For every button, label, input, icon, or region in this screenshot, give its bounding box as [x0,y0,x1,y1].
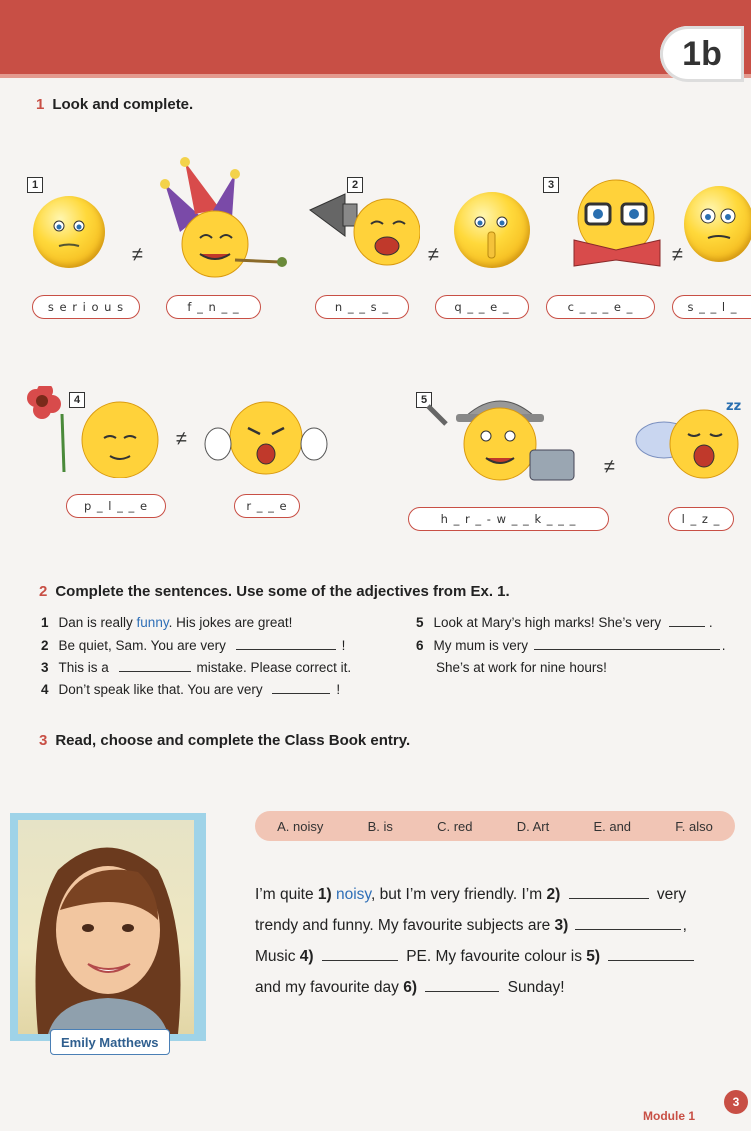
sentence-number: 1 [41,615,49,630]
ex3-title: Read, choose and complete the Class Book entry. [55,732,411,749]
reading-face-icon [568,176,666,268]
ex1-title: Look and complete. [52,96,194,113]
answer-blank[interactable] [569,898,649,899]
sentence-4 [41,682,340,697]
class-book-line-3 [255,941,735,972]
header-divider [0,74,751,78]
sentence-number: 3 [41,660,49,675]
ex1-number: 1 [36,96,45,113]
entry-text: I’m quite [255,886,318,903]
gap-number: 2) [546,886,561,903]
sentence-6 [416,638,726,653]
not-equal-icon: ≠ [428,244,439,266]
answer-blank[interactable] [575,929,681,930]
option-a[interactable]: A. noisy [277,818,324,834]
sentence-text: mistake. Please correct it. [196,660,352,675]
word-pill-quiet[interactable]: q _ _ e _ [435,295,529,319]
word-pill-rude[interactable]: r _ _ e [234,494,300,518]
picture-box-2: 2 [347,177,363,193]
word-pill-serious[interactable]: s e r i o u s [32,295,140,319]
sentence-text: ! [336,682,341,697]
sentence-number: 5 [416,615,424,630]
sentence-text: . [708,615,713,630]
picture-box-4: 4 [69,392,85,408]
rude-face-icon [204,398,328,478]
entry-text: very [656,886,687,903]
answer-blank[interactable] [272,693,330,694]
sentence-number: 6 [416,638,424,653]
word-pill-silly[interactable]: s _ _ l _ [672,295,751,319]
option-b[interactable]: B. is [367,818,393,834]
ex1-heading [36,96,193,113]
word-pill-funny[interactable]: f _ n _ _ [166,295,261,319]
sentence-1 [41,615,292,630]
sentence-2 [41,638,345,653]
sentence-text: . His jokes are great! [168,615,293,630]
answer-blank[interactable] [322,960,398,961]
example-answer: funny [136,615,169,630]
option-c[interactable]: C. red [437,818,473,834]
ex3-number: 3 [39,732,48,749]
sentence-text: Be quiet, Sam. You are very [58,638,226,653]
picture-box-3: 3 [543,177,559,193]
entry-text: trendy and funny. My favourite subjects are [255,917,555,934]
option-f[interactable]: F. also [675,818,713,834]
student-photo [18,820,194,1034]
gap-number: 1) [317,886,332,903]
answer-blank[interactable] [534,649,720,650]
not-equal-icon: ≠ [604,456,615,478]
entry-text: Sunday! [507,979,565,996]
sentence-3 [41,660,351,675]
word-pill-lazy[interactable]: l _ z _ [668,507,734,531]
class-book-line-4 [255,972,735,1003]
sentence-text: This is a [58,660,109,675]
answer-blank[interactable] [608,960,694,961]
sentence-number: 2 [41,638,49,653]
sentence-number: 4 [41,682,49,697]
quiet-face-icon [454,192,530,268]
not-equal-icon: ≠ [176,428,187,450]
gap-number: 4) [299,948,314,965]
word-pill-clever[interactable]: c _ _ _ e _ [546,295,655,319]
picture-box-5: 5 [416,392,432,408]
gap-number: 3) [554,917,569,934]
answer-blank[interactable] [119,671,191,672]
not-equal-icon: ≠ [132,244,143,266]
megaphone-face-icon [305,180,420,270]
class-book-line-2 [255,910,735,941]
answer-blank[interactable] [425,991,499,992]
sentence-text: Don’t speak like that. You are very [58,682,263,697]
entry-text: and my favourite day [255,979,404,996]
entry-text: PE. My favourite colour is [406,948,587,965]
silly-face-icon [684,186,751,262]
example-answer: noisy [336,886,372,903]
option-d[interactable]: D. Art [516,818,550,834]
polite-face-icon [20,386,170,478]
sentence-text: . [721,638,726,653]
serious-face-icon [33,196,105,268]
not-equal-icon: ≠ [672,244,683,266]
sentence-6-continued: She’s at work for nine hours! [436,660,607,675]
options-bar [255,811,735,841]
ex2-number: 2 [39,583,48,600]
sentence-text: Dan is really [58,615,137,630]
svg-text:zz: zz [726,399,742,414]
word-pill-noisy[interactable]: n _ _ s _ [315,295,409,319]
word-pill-hard-working[interactable]: h _ r _ - w _ _ k _ _ _ [408,507,609,531]
jester-face-icon [140,154,290,279]
student-name-tag: Emily Matthews [50,1029,170,1055]
page-number: 3 [724,1090,748,1114]
sentence-5 [416,615,713,630]
class-book-line-1 [255,879,735,910]
unit-badge: 1b [660,26,744,82]
gap-number: 5) [586,948,601,965]
ex3-heading [39,732,410,749]
module-label: Module 1 [643,1109,696,1123]
ex2-title: Complete the sentences. Use some of the adjectives from Ex. 1. [55,583,510,600]
answer-blank[interactable] [236,649,336,650]
word-pill-polite[interactable]: p _ l _ _ e [66,494,166,518]
option-e[interactable]: E. and [593,818,632,834]
entry-text: , but I’m very friendly. I’m [371,886,547,903]
lazy-face-icon [634,390,751,482]
entry-text: , [682,917,687,934]
header-bar [0,0,751,74]
ex2-heading [39,583,510,600]
picture-box-1: 1 [27,177,43,193]
entry-text: Music [255,948,300,965]
sentence-text: ! [341,638,346,653]
hard-working-face-icon [426,386,578,486]
answer-blank[interactable] [669,626,705,627]
sentence-text: My mum is very [433,638,529,653]
gap-number: 6) [403,979,417,996]
sentence-text: Look at Mary’s high marks! She’s very [433,615,662,630]
